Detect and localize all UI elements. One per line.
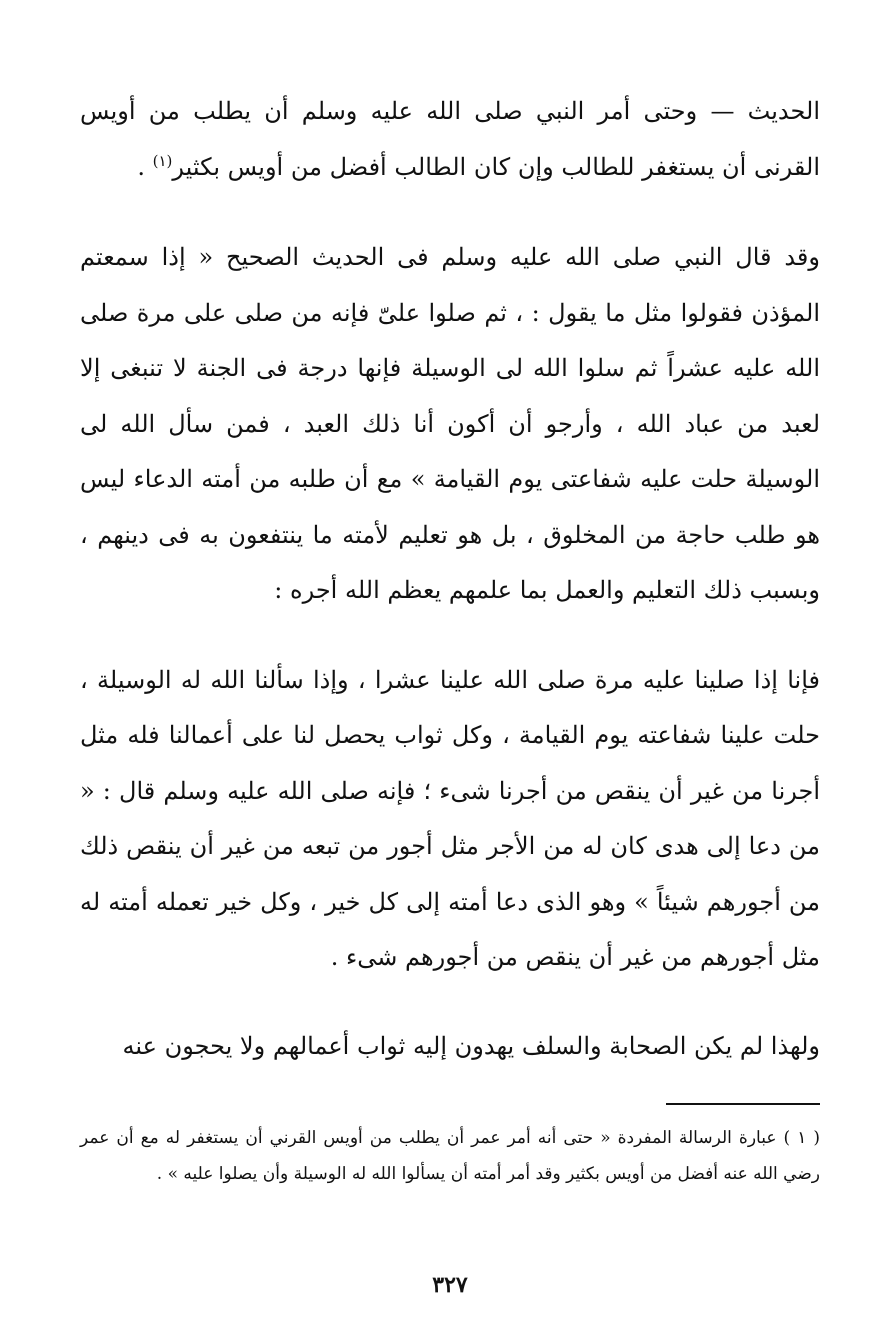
paragraph-2-text: وقد قال النبي صلى الله عليه وسلم فى الحديث الصحيح « إذا سمعتم المؤذن فقولوا مثل ما يقول : ، ثم صلوا علىّ فإنه من صلى على مرة صلى الله عليه عشراً ثم سلوا الله لى الوسيلة فإنها درجة فى الجنة لا تنبغى إلا لعبد من عباد الله ، وأرجو أن أكون أنا ذلك العبد ، فمن سأل الله لى الوسيلة حلت عليه شفاعتى يوم القيامة » مع أن طلبه من أمته الدعاء ليس هو طلب حاجة من المخلوق ، بل هو تعليم لأمته ما ينتفعون به فى دينهم ، وبسبب ذلك التعليم والعمل بما علمهم يعظم الله أجره : [80, 243, 821, 604]
paragraph-1-end: . [137, 152, 153, 181]
paragraph-1-text: الحديث — وحتى أمر النبي صلى الله عليه وسلم أن يطلب من أويس القرنى أن يستغفر للطالب وإن كان الطالب أفضل من أويس بكثير [80, 97, 820, 181]
paragraph-3 [80, 653, 820, 986]
paragraph-4-text: ولهذا لم يكن الصحابة والسلف يهدون إليه ثواب أعمالهم ولا يحجون عنه [122, 1031, 820, 1060]
document-page [80, 84, 820, 1324]
paragraph-1 [80, 84, 820, 195]
page-number: ٣٢٧ [432, 1272, 468, 1298]
paragraph-2 [80, 230, 820, 619]
footnote [80, 1120, 820, 1192]
footnote-marker[interactable]: (١) [152, 151, 173, 170]
paragraph-4 [80, 1019, 820, 1075]
paragraph-3-text: فإنا إذا صلينا عليه مرة صلى الله علينا عشرا ، وإذا سألنا الله له الوسيلة ، حلت علينا شفاعته يوم القيامة ، وكل ثواب يحصل لنا على أعمالنا فله مثل أجرنا من غير أن ينقص من أجرنا شىء ؛ فإنه صلى الله عليه وسلم قال : « من دعا إلى هدى كان له من الأجر مثل أجور من تبعه من غير أن ينقص ذلك من أجورهم شيئاً » وهو الذى دعا أمته إلى كل خير ، وكل خير تعمله أمته له مثل أجورهم من غير أن ينقص من أجورهم شىء . [80, 665, 820, 971]
footnote-text: ( ١ ) عبارة الرسالة المفردة « حتى أنه أمر عمر أن يطلب من أويس القرني أن يستغفر له مع أن عمر رضي الله عنه أفضل من أويس بكثير وقد أمر أمته أن يسألوا الله له الوسيلة وأن يصلوا عليه » . [80, 1128, 820, 1184]
footnote-separator [666, 1103, 820, 1105]
